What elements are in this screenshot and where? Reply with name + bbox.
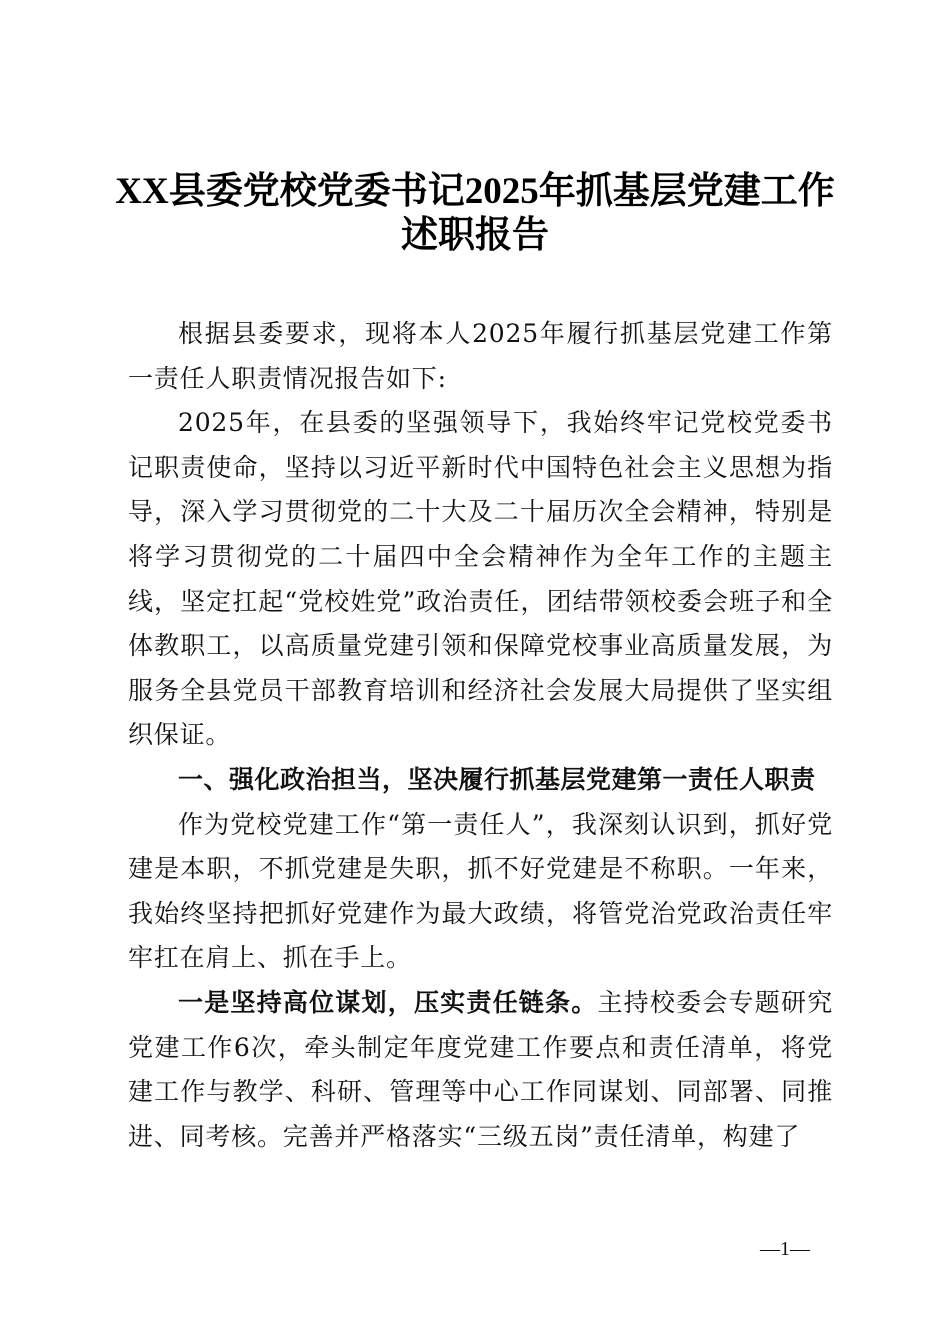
intro-paragraph: 根据县委要求，现将本人2025年履行抓基层党建工作第一责任人职责情况报告如下: [128, 319, 833, 393]
page-number: —1— [760, 1238, 810, 1260]
document-title-line-2: 述职报告 [401, 215, 549, 256]
document-title-line-1: XX县委党校党委书记2025年抓基层党建工作 [115, 171, 835, 212]
section-1-heading: 一、强化政治担当，坚决履行抓基层党建第一责任人职责 [178, 764, 816, 794]
section-1-paragraph: 作为党校党建工作“第一责任人”，我深刻认识到，抓好党建是本职，不抓党建是失职，抓不好党建是不称职。一年来，我始终坚持把抓好党建作为最大政绩，将管党治党政治责任牢牢扛在肩上、抓在手上。 [128, 809, 833, 973]
item-1-text: 主持校委会专题研究党建工作6次，牵头制定年度党建工作要点和责任清单，将党建工作与教学、科研、管理等中心工作同谋划、同部署、同推进、同考核。完善并严格落实“三级五岗”责任清单，构建了 [128, 987, 833, 1151]
document-body [128, 312, 833, 1159]
overview-paragraph: 2025年，在县委的坚强领导下，我始终牢记党校党委书记职责使命，坚持以习近平新时代中国特色社会主义思想为指导，深入学习贯彻党的二十大及二十届历次全会精神，特别是将学习贯彻党的二十届四中全会精神作为全年工作的主题主线，坚定扛起“党校姓党”政治责任，团结带领校委会班子和全体教职工，以高质量党建引领和保障党校事业高质量发展，为服务全县党员干部教育培训和经济社会发展大局提供了坚实组织保证。 [128, 408, 833, 750]
item-1-paragraph [128, 981, 833, 1159]
item-1-lead: 一是坚持高位谋划，压实责任链条。 [178, 987, 598, 1017]
